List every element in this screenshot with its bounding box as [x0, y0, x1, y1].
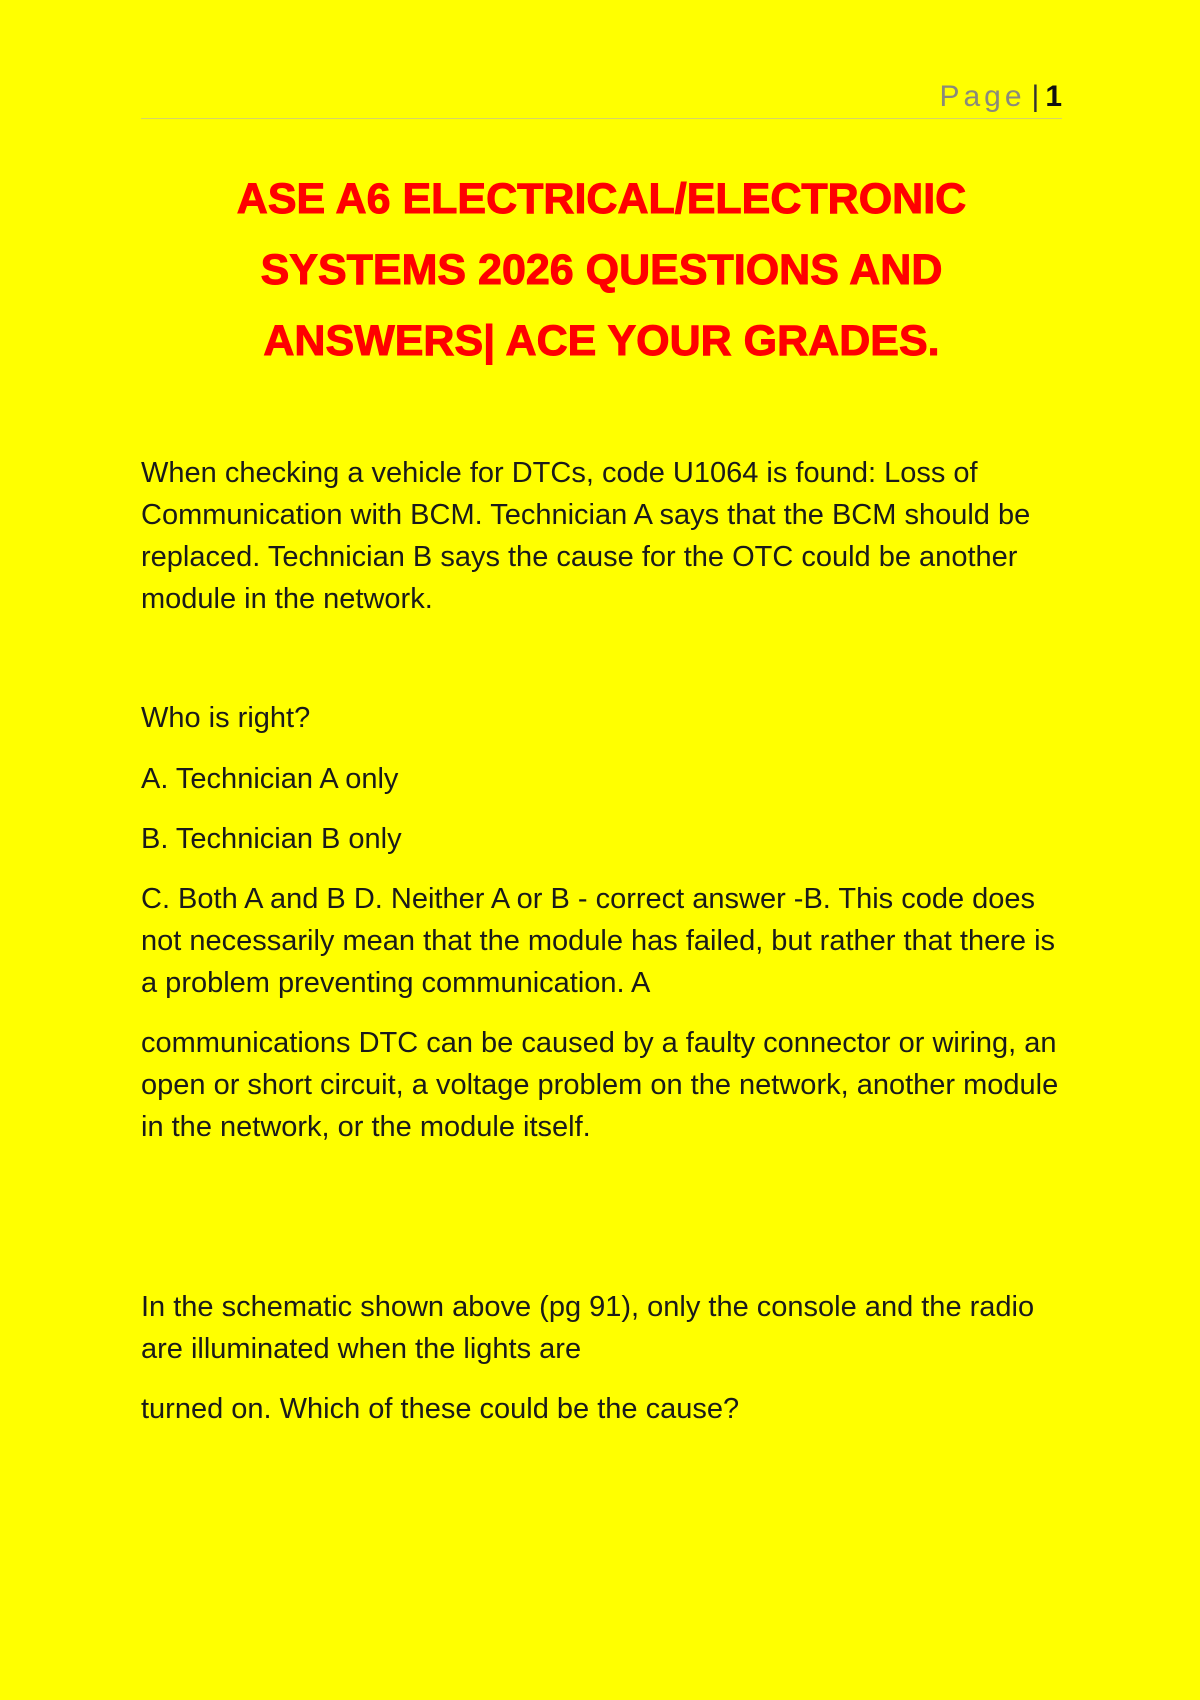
document-title [141, 164, 1062, 377]
page-number: 1 [1045, 80, 1062, 113]
title-line-1: ASE A6 ELECTRICAL/ELECTRONIC [236, 175, 967, 223]
question-1-stem: When checking a vehicle for DTCs, code U1064 is found: Loss of Communication with BCM. Technician A says that the BCM should be replaced. Technician B says the cause for the OTC could be another module in the network. [141, 457, 1031, 615]
question-1-prompt: Who is right? [141, 702, 311, 734]
page-separator: | [1031, 80, 1040, 113]
page-header [141, 76, 1062, 119]
question-2-stem-continued: turned on. Which of these could be the cause? [141, 1393, 740, 1425]
title-line-2: SYSTEMS 2026 QUESTIONS AND [260, 246, 943, 294]
page-label: Page [939, 80, 1026, 113]
question-2-stem: In the schematic shown above (pg 91), only the console and the radio are illuminated when the lights are [141, 1291, 1035, 1365]
question-1-option-a: A. Technician A only [141, 763, 399, 795]
question-1-explanation: communications DTC can be caused by a faulty connector or wiring, an open or short circuit, a voltage problem on the network, another module in the network, or the module itself. [141, 1027, 1059, 1143]
question-1-option-c-answer: C. Both A and B D. Neither A or B - correct answer -B. This code does not necessarily mean that the module has failed, but rather that there is a problem preventing communication. A [141, 883, 1056, 999]
title-line-3: ANSWERS| ACE YOUR GRADES. [263, 317, 940, 365]
question-1-option-b: B. Technician B only [141, 823, 402, 855]
